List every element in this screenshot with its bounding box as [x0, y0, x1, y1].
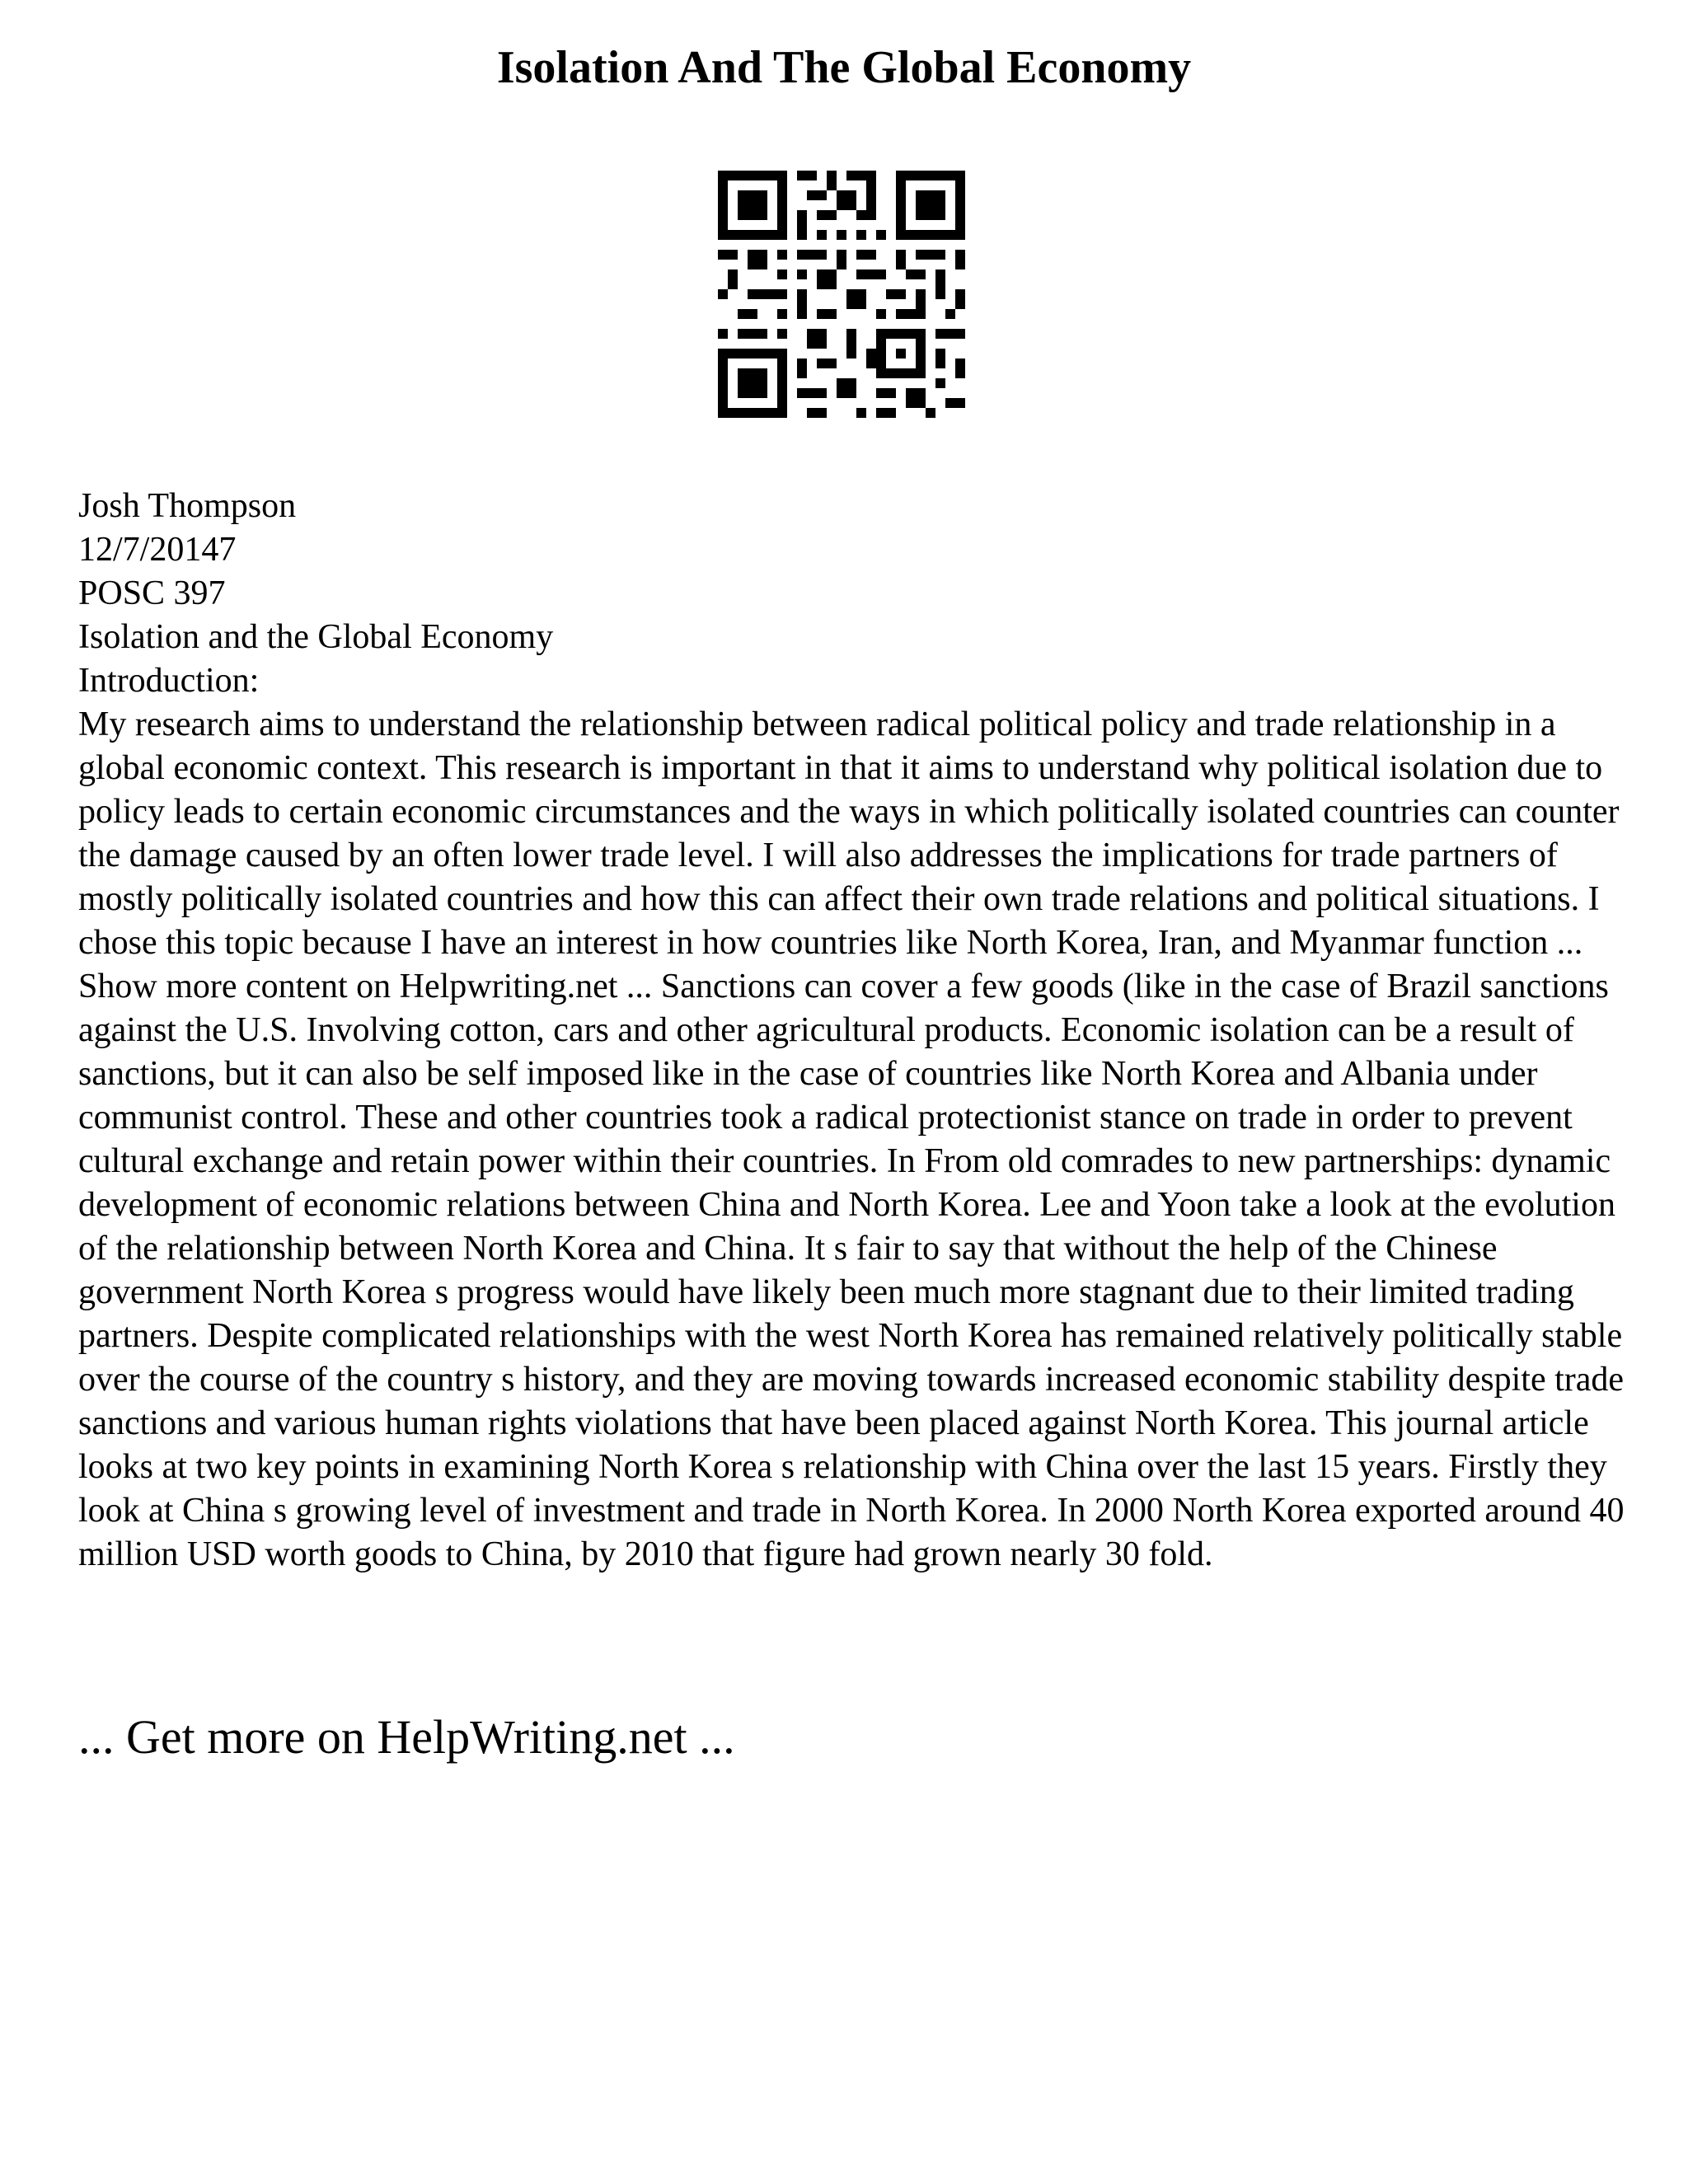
author-name: Josh Thompson	[78, 487, 297, 525]
introduction-paragraph: My research aims to understand the relationship between radical political policy and trade relationship in a global economic context. This research is important in that it aims to understand why political isolation due to policy leads to certain economic circumstances and the ways in which politically isolated countries can counter the damage caused by an often lower trade level. I will also addresses the implications for trade partners of mostly politically isolated countries and how this can affect their own trade relations and political situations. I chose this topic because I have an interest in how countries like North Korea, Iran, and Myanmar function ... Show more content on Helpwriting.net ... Sanctions can cover a few goods (like in the case of Brazil sanctions against the U.S. Involving cotton, cars and other agricultural products. Economic isolation can be a result of sanctions, but it can also be self imposed like in the case of countries like North Korea and Albania under communist control. These and other countries took a radical protectionist stance on trade in order to prevent cultural exchange and retain power within their countries. In From old comrades to new partnerships: dynamic development of economic relations between China and North Korea. Lee and Yoon take a look at the evolution of the relationship between North Korea and China. It s fair to say that without the help of the Chinese government North Korea s progress would have likely been much more stagnant due to their limited trading partners. Despite complicated relationships with the west North Korea has remained relatively politically stable over the course of the country s history, and they are moving towards increased economic stability despite trade sanctions and various human rights violations that have been placed against North Korea. This journal article looks at two key points in examining North Korea s relationship with China over the last 15 years. Firstly they look at China s growing level of investment and trade in North Korea. In 2000 North Korea exported around 40 million USD worth goods to China, by 2010 that figure had grown nearly 30 fold.	[78, 705, 1625, 1573]
qr-code-icon	[718, 171, 965, 418]
section-heading: Introduction:	[78, 662, 260, 700]
course-code: POSC 397	[78, 574, 226, 612]
paper-title: Isolation and the Global Economy	[78, 618, 554, 656]
document-body	[78, 485, 1628, 1577]
get-more-link[interactable]: ... Get more on HelpWriting.net ...	[78, 1710, 735, 1764]
document-date: 12/7/20147	[78, 531, 237, 569]
document-title: Isolation And The Global Economy	[496, 42, 1192, 93]
